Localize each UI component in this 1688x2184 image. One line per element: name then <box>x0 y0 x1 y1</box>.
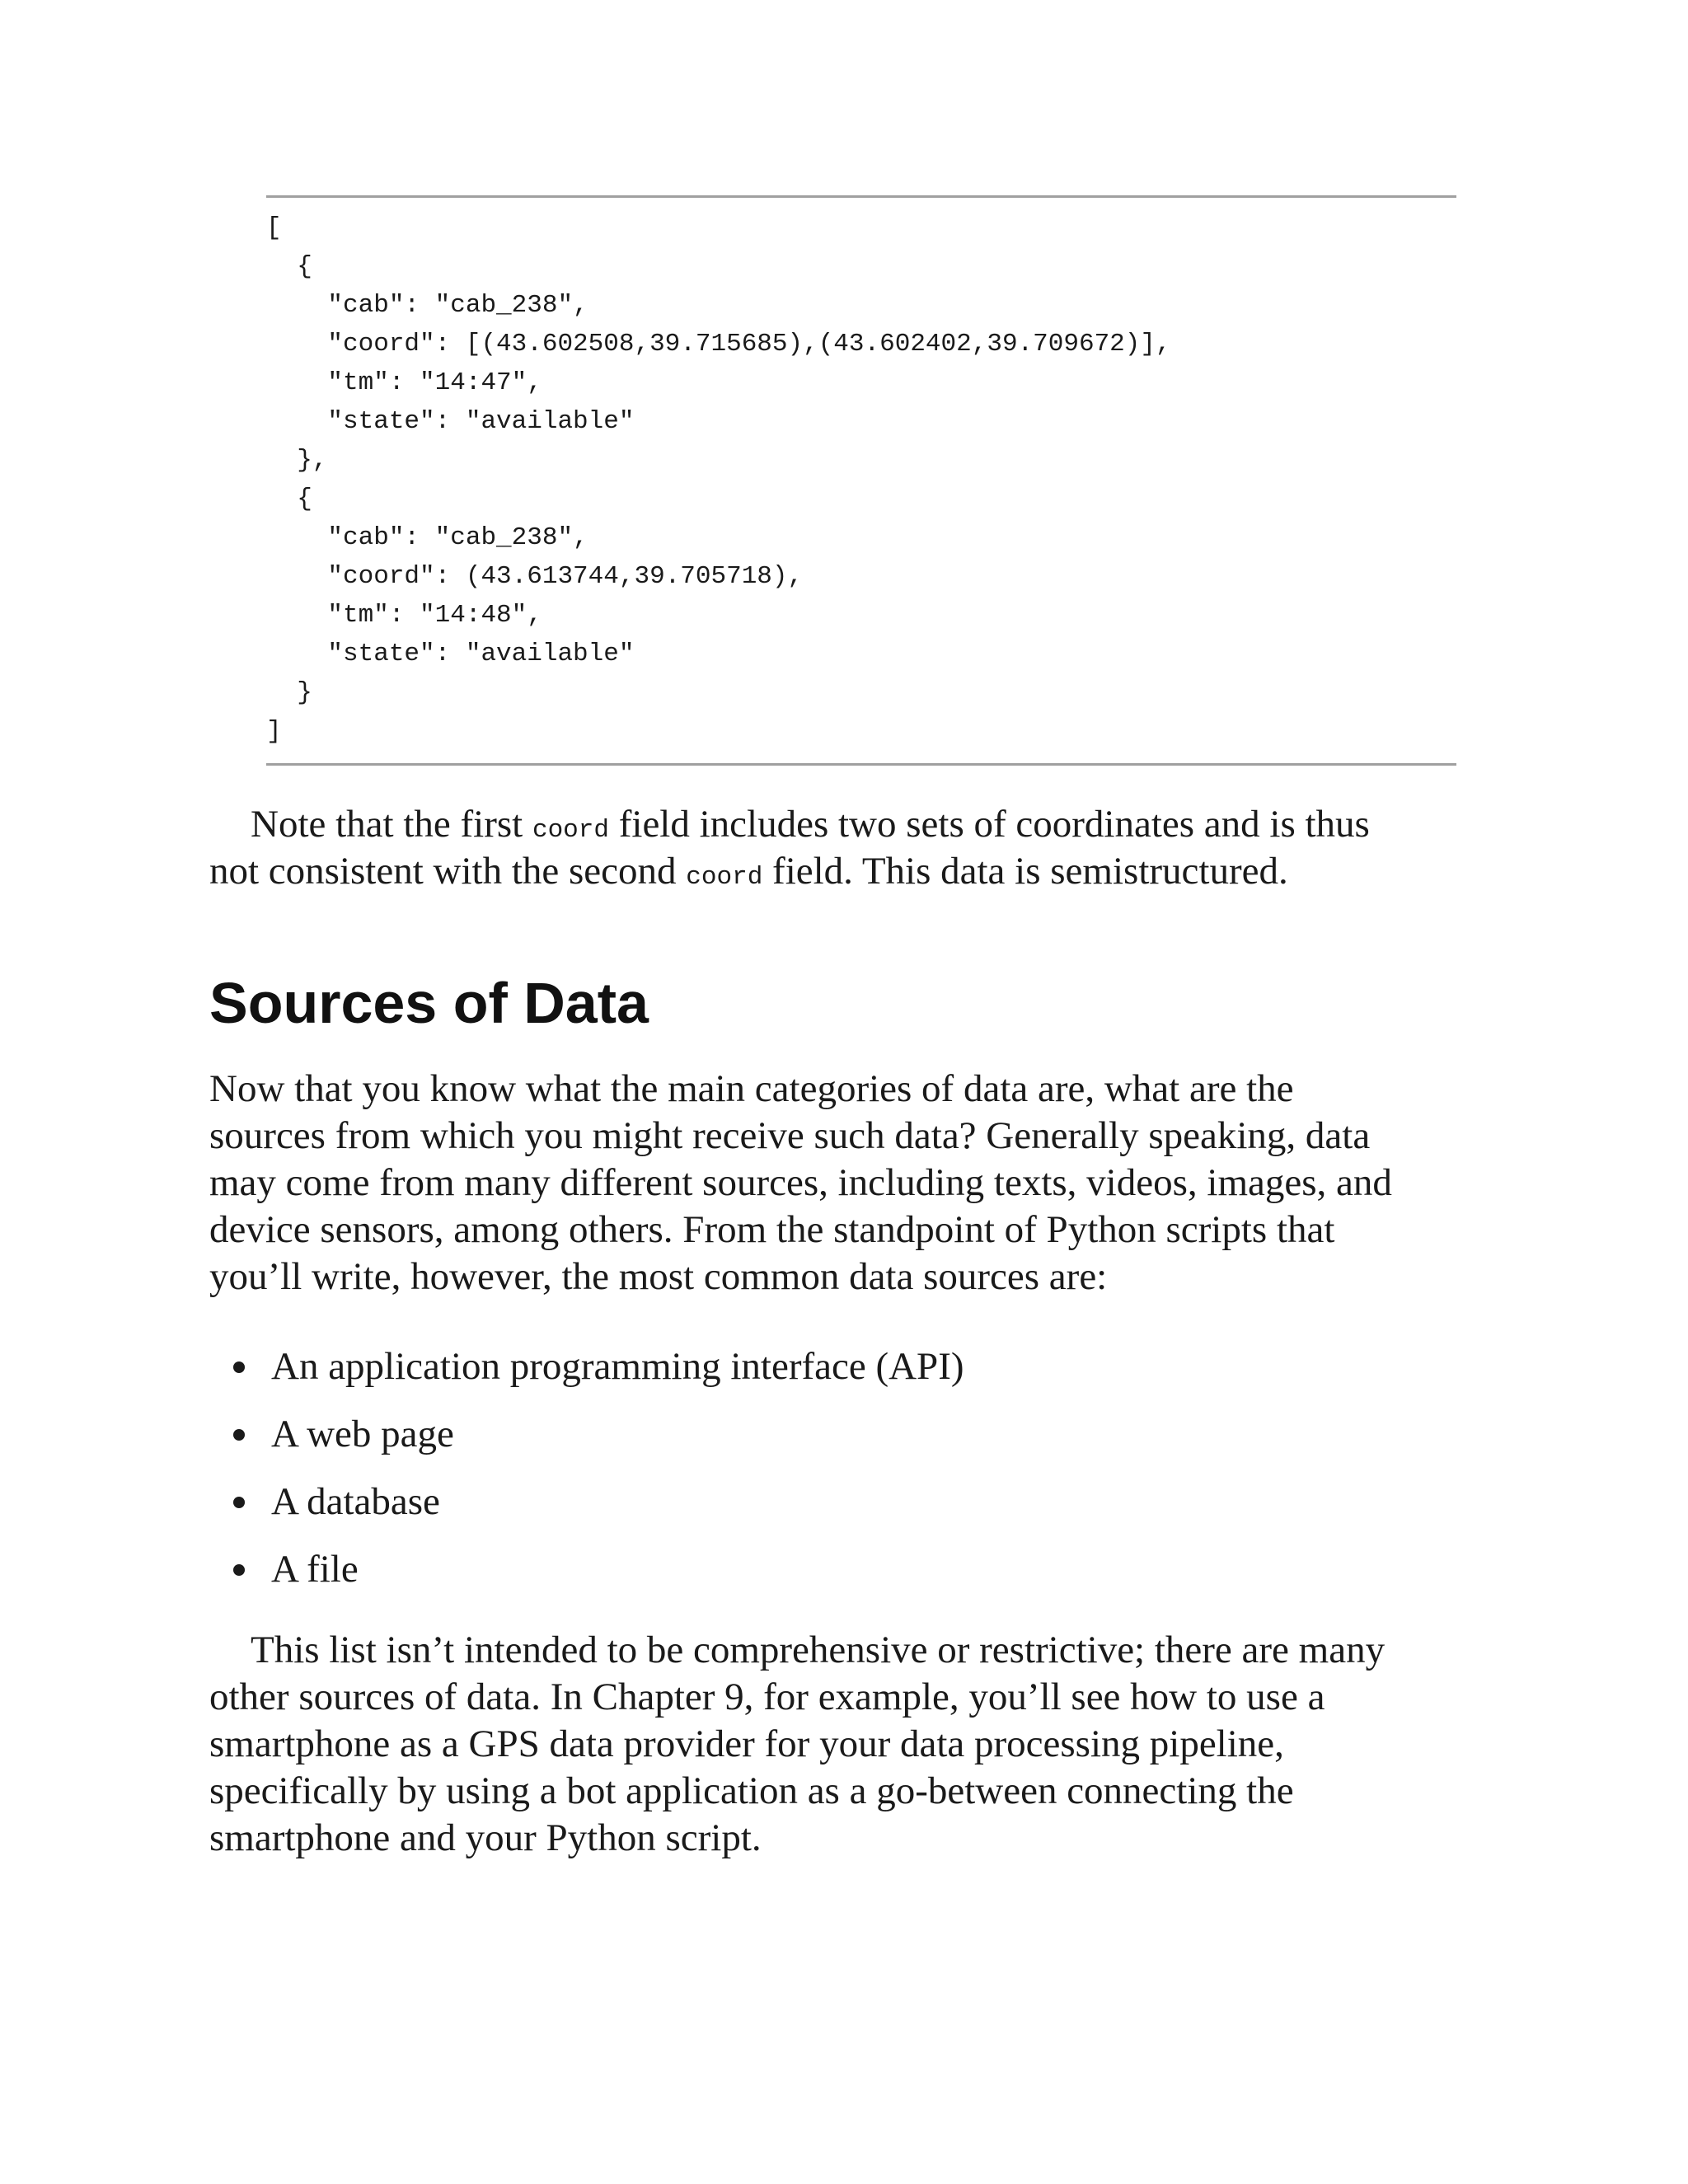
paragraph-line: smartphone and your Python script. <box>209 1816 762 1859</box>
paragraph-line: may come from many different sources, including texts, videos, images, and <box>209 1161 1392 1204</box>
code-line: "tm": "14:48", <box>266 601 542 630</box>
code-line: "cab": "cab_238", <box>266 291 588 320</box>
text-run: field includes two sets of coordinates and is thus <box>608 803 1370 846</box>
text-run: not consistent with the second <box>209 850 687 893</box>
list-item-text: A web page <box>271 1413 454 1455</box>
list-item-text: An application programming interface (API) <box>271 1345 964 1388</box>
closing-paragraph <box>209 1627 1470 1862</box>
paragraph-line: sources from which you might receive such data? Generally speaking, data <box>209 1114 1371 1157</box>
code-line: { <box>266 485 312 513</box>
paragraph-line: other sources of data. In Chapter 9, for example, you’ll see how to use a <box>209 1675 1325 1718</box>
bullet-icon <box>233 1361 245 1373</box>
inline-code: coord <box>532 816 609 845</box>
list-item-text: A file <box>271 1548 359 1591</box>
code-line: "coord": [(43.602508,39.715685),(43.602402,39.709672)], <box>266 330 1171 359</box>
intro-paragraph <box>209 1066 1470 1301</box>
paragraph-line: smartphone as a GPS data provider for your data processing pipeline, <box>209 1722 1284 1765</box>
code-line: "state": "available" <box>266 407 635 436</box>
code-line: }, <box>266 446 328 475</box>
bullet-icon <box>233 1429 245 1441</box>
inline-code: coord <box>686 863 763 892</box>
code-line: "cab": "cab_238", <box>266 523 588 552</box>
section-heading: Sources of Data <box>209 971 649 1035</box>
code-line: "state": "available" <box>266 640 635 668</box>
code-line: } <box>266 678 312 707</box>
paragraph-line <box>209 848 1470 895</box>
code-line: [ <box>266 213 282 242</box>
json-code-block <box>266 195 1456 766</box>
list-item-text: A database <box>271 1480 440 1523</box>
paragraph-line: device sensors, among others. From the standpoint of Python scripts that <box>209 1208 1335 1251</box>
code-line: "tm": "14:47", <box>266 368 542 397</box>
code-line: { <box>266 252 312 281</box>
code-line: "coord": (43.613744,39.705718), <box>266 562 804 591</box>
paragraph-line <box>209 1627 1470 1674</box>
paragraph-line: specifically by using a bot application as a go-between connecting the <box>209 1769 1294 1812</box>
text-run: Note that the first <box>251 803 532 846</box>
code-line: ] <box>266 717 282 746</box>
bullet-icon <box>233 1564 245 1576</box>
text-run: This list isn’t intended to be comprehensive or restrictive; there are many <box>251 1629 1386 1671</box>
bullet-icon <box>233 1497 245 1508</box>
paragraph-line: you’ll write, however, the most common data sources are: <box>209 1255 1108 1298</box>
paragraph-line: Now that you know what the main categories of data are, what are the <box>209 1067 1294 1110</box>
paragraph-line <box>209 801 1470 848</box>
text-run: field. This data is semistructured. <box>762 850 1288 893</box>
note-paragraph <box>209 801 1470 895</box>
